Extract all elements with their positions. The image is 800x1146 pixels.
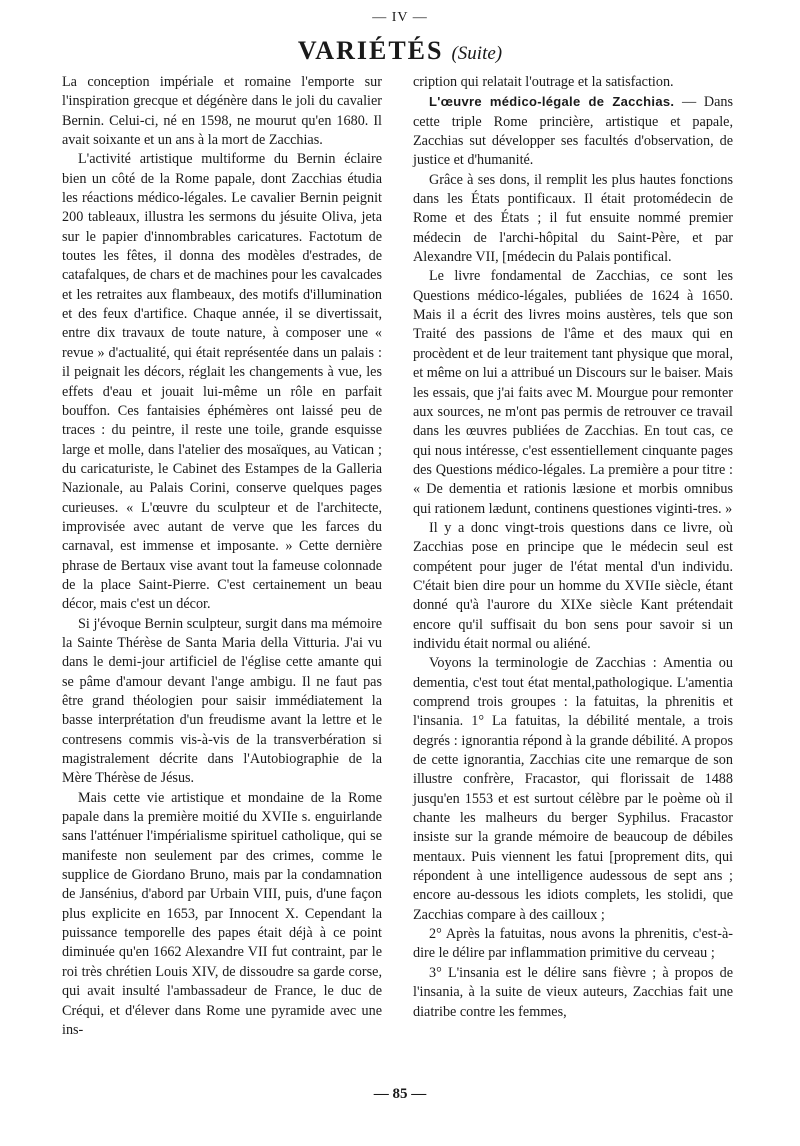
paragraph: Il y a donc vingt-trois questions dans ce livre, où Zacchias pose en principe que le médecin seul est compétent pour juger de l'état mental d'un individu. C'était bien dire pour un homme du XVIIe siècle, étant donné qu'à l'aurore du XIXe siècle Kant prétendait encore qu'il suffisait du bon sens pour savoir si un individu était normal ou aliéné. bbox=[413, 519, 733, 652]
paragraph-continuation: cription qui relatait l'outrage et la satisfaction. bbox=[413, 74, 674, 90]
subheading: L'œuvre médico-légale de Zacchias. bbox=[429, 94, 675, 110]
paragraph: Si j'évoque Bernin sculpteur, surgit dans ma mémoire la Sainte Thérèse de Santa Maria della Vitturia. J'ai vu dans le demi-jour artificiel de l'église cette amante qui se pâme d'amour devant l'ange ambigu. Il ne faut pas être grand théologien pour saisir immédiatement la basse interprétation d'un freudisme avant la lettre et le contresens commis vis-à-vis de la transverbération si magistralement décrite dans l'Autobiographie de la Mère Thérèse de Jésus. bbox=[62, 615, 382, 787]
section-title-main: VARIÉTÉS bbox=[297, 36, 444, 65]
paragraph: Grâce à ses dons, il remplit les plus hautes fonctions dans les États pontificaux. Il était protomédecin de Rome et des États ; il fut ensuite nommé premier médecin de l'archi-hôpital du Saint-Père, et par Alexandre VII, [médecin du Palais pontifical. bbox=[413, 171, 733, 266]
subheading-dash: — bbox=[674, 94, 704, 111]
paragraph: Voyons la terminologie de Zacchias : Amentia ou dementia, c'est tout état mental,pathologique. L'amentia comprend trois groupes : la fatuitas, la phrenitis et l'insania. 1° La fatuitas, la débilité mentale, a trois degrés : ignorantia répond à la grande débilité. A propos de cette ignorantia, Zacchias cite une remarque de son illustre confrère, Fracastor, qui florissait de 1488 jusqu'en 1553 et est surtout célèbre par le poème où il chante les malheurs du berger Syphilus. Fracastor insiste sur la grande mémoire de beaucoup de débiles mentaux. Puis viennent les fatui [proprement dits, qui répondent à une intelligence audessous de sept ans ; encore au-dessous les idiots complets, les stolidi, que Zacchias compare à des cailloux ; bbox=[413, 655, 733, 923]
right-column bbox=[413, 73, 733, 1022]
paragraph: L'activité artistique multiforme du Bernin éclaire bien un côté de la Rome papale, dont Zacchias étudia les réactions médico-légales. Le cavalier Bernin peignit 200 tableaux, illustra les sermons du jésuite Oliva, jeta sur le papier d'innombrables caricatures. Factotum de toutes les fêtes, il donna des modèles d'estrades, de catafalques, de chars et de machines pour les cavalcades et les retraites aux flambeaux, des motifs d'illumination et des feux d'artifice. Chaque année, il se divertissait, entre dix travaux de toute nature, à composer une « revue » d'actualité, qui était représentée dans un palais : il peignait les décors, réglait les changements à vue, les effets d'eau et jouait lui-même un rôle en parfait bouffon. Ces fantaisies éphémères ont laissé peu de traces : du peintre, il reste une toile, grande esquisse large et molle, dans l'atelier des mosaïques, au Vatican ; du caricaturiste, le Cabinet des Estampes de la Galleria Nazionale, au Palais Corini, conserve quelques pages curieuses. « L'œuvre du sculpteur et de l'architecte, improvisée avec autant de verve que les farces du carnaval, est immense et imposante. » Cette dernière phrase de Bertaux vise avant tout la fameuse colonnade de la place Saint-Pierre. C'est certainement un beau décor, mais c'est un décor. bbox=[62, 151, 382, 613]
paragraph: La conception impériale et romaine l'emporte sur l'inspiration grecque et dégénère dans le joli du cavalier Bernin. Celui-ci, né en 1598, ne mourut qu'en 1680. Il avait soixante et un ans à la mort de Zacchias. bbox=[62, 74, 382, 149]
page-header-roman: — IV — bbox=[372, 10, 428, 25]
page-number: — 85 — bbox=[373, 1086, 427, 1102]
paragraph: Le livre fondamental de Zacchias, ce sont les Questions médico-légales, publiées de 1624 à 1650. Mais il a écrit des livres moins austères, tels que son Traité des passions de l'âme et des maux qui en procèdent et de leur traitement tant physique que moral, et même on lui a attribué un Discours sur le baiser. Mais les essais, que j'ai faits avec M. Mourgue pour remonter aux sources, ne m'ont pas permis de retrouver ce travail dans les œuvres publiées de Zacchias. En tout cas, ce qui nous intéresse, c'est essentiellement cinquante pages des Questions médico-légales. La première a pour titre : « De dementia et rationis læsione et morbis omnibus qui rationem lædunt, continens questiones viginti-tres. » bbox=[413, 268, 733, 517]
paragraph: 2° Après la fatuitas, nous avons la phrenitis, c'est-à-dire le délire par inflammation primitive du cerveau ; bbox=[413, 926, 733, 962]
paragraph: 3° L'insania est le délire sans fièvre ; à propos de l'insania, à la suite de vieux auteurs, Zacchias fait une diatribe contre les femmes, bbox=[413, 964, 733, 1020]
section-title bbox=[0, 36, 800, 66]
section-title-sub: (Suite) bbox=[451, 43, 503, 64]
paragraph: Mais cette vie artistique et mondaine de la Rome papale dans la première moitié du XVIIe s. enguirlande sans l'atténuer l'impérialisme spirituel catholique, qui se manifeste non seulement par des crimes, comme le supplice de Giordano Bruno, mais par la condamnation de Jansénius, d'abord par Urbain VIII, puis, d'une façon plus explicite en 1653, par Innocent X. Cependant la puissance temporelle des papes était déjà à ce point diminuée qu'en 1662 Alexandre VII fut contraint, par le roi très chrétien Louis XIV, de dissoudre sa garde corse, qui avait insulté l'ambassadeur de France, le duc de Créqui, et d'élever dans Rome une pyramide avec une ins- bbox=[62, 789, 382, 1038]
subheading-text: Dans cette triple Rome princière, artistique et papale, Zacchias sut développer ses facultés d'observation, de justice et d'humanité. bbox=[413, 94, 733, 169]
left-column bbox=[62, 73, 382, 1040]
subheading-paragraph bbox=[413, 92, 733, 170]
